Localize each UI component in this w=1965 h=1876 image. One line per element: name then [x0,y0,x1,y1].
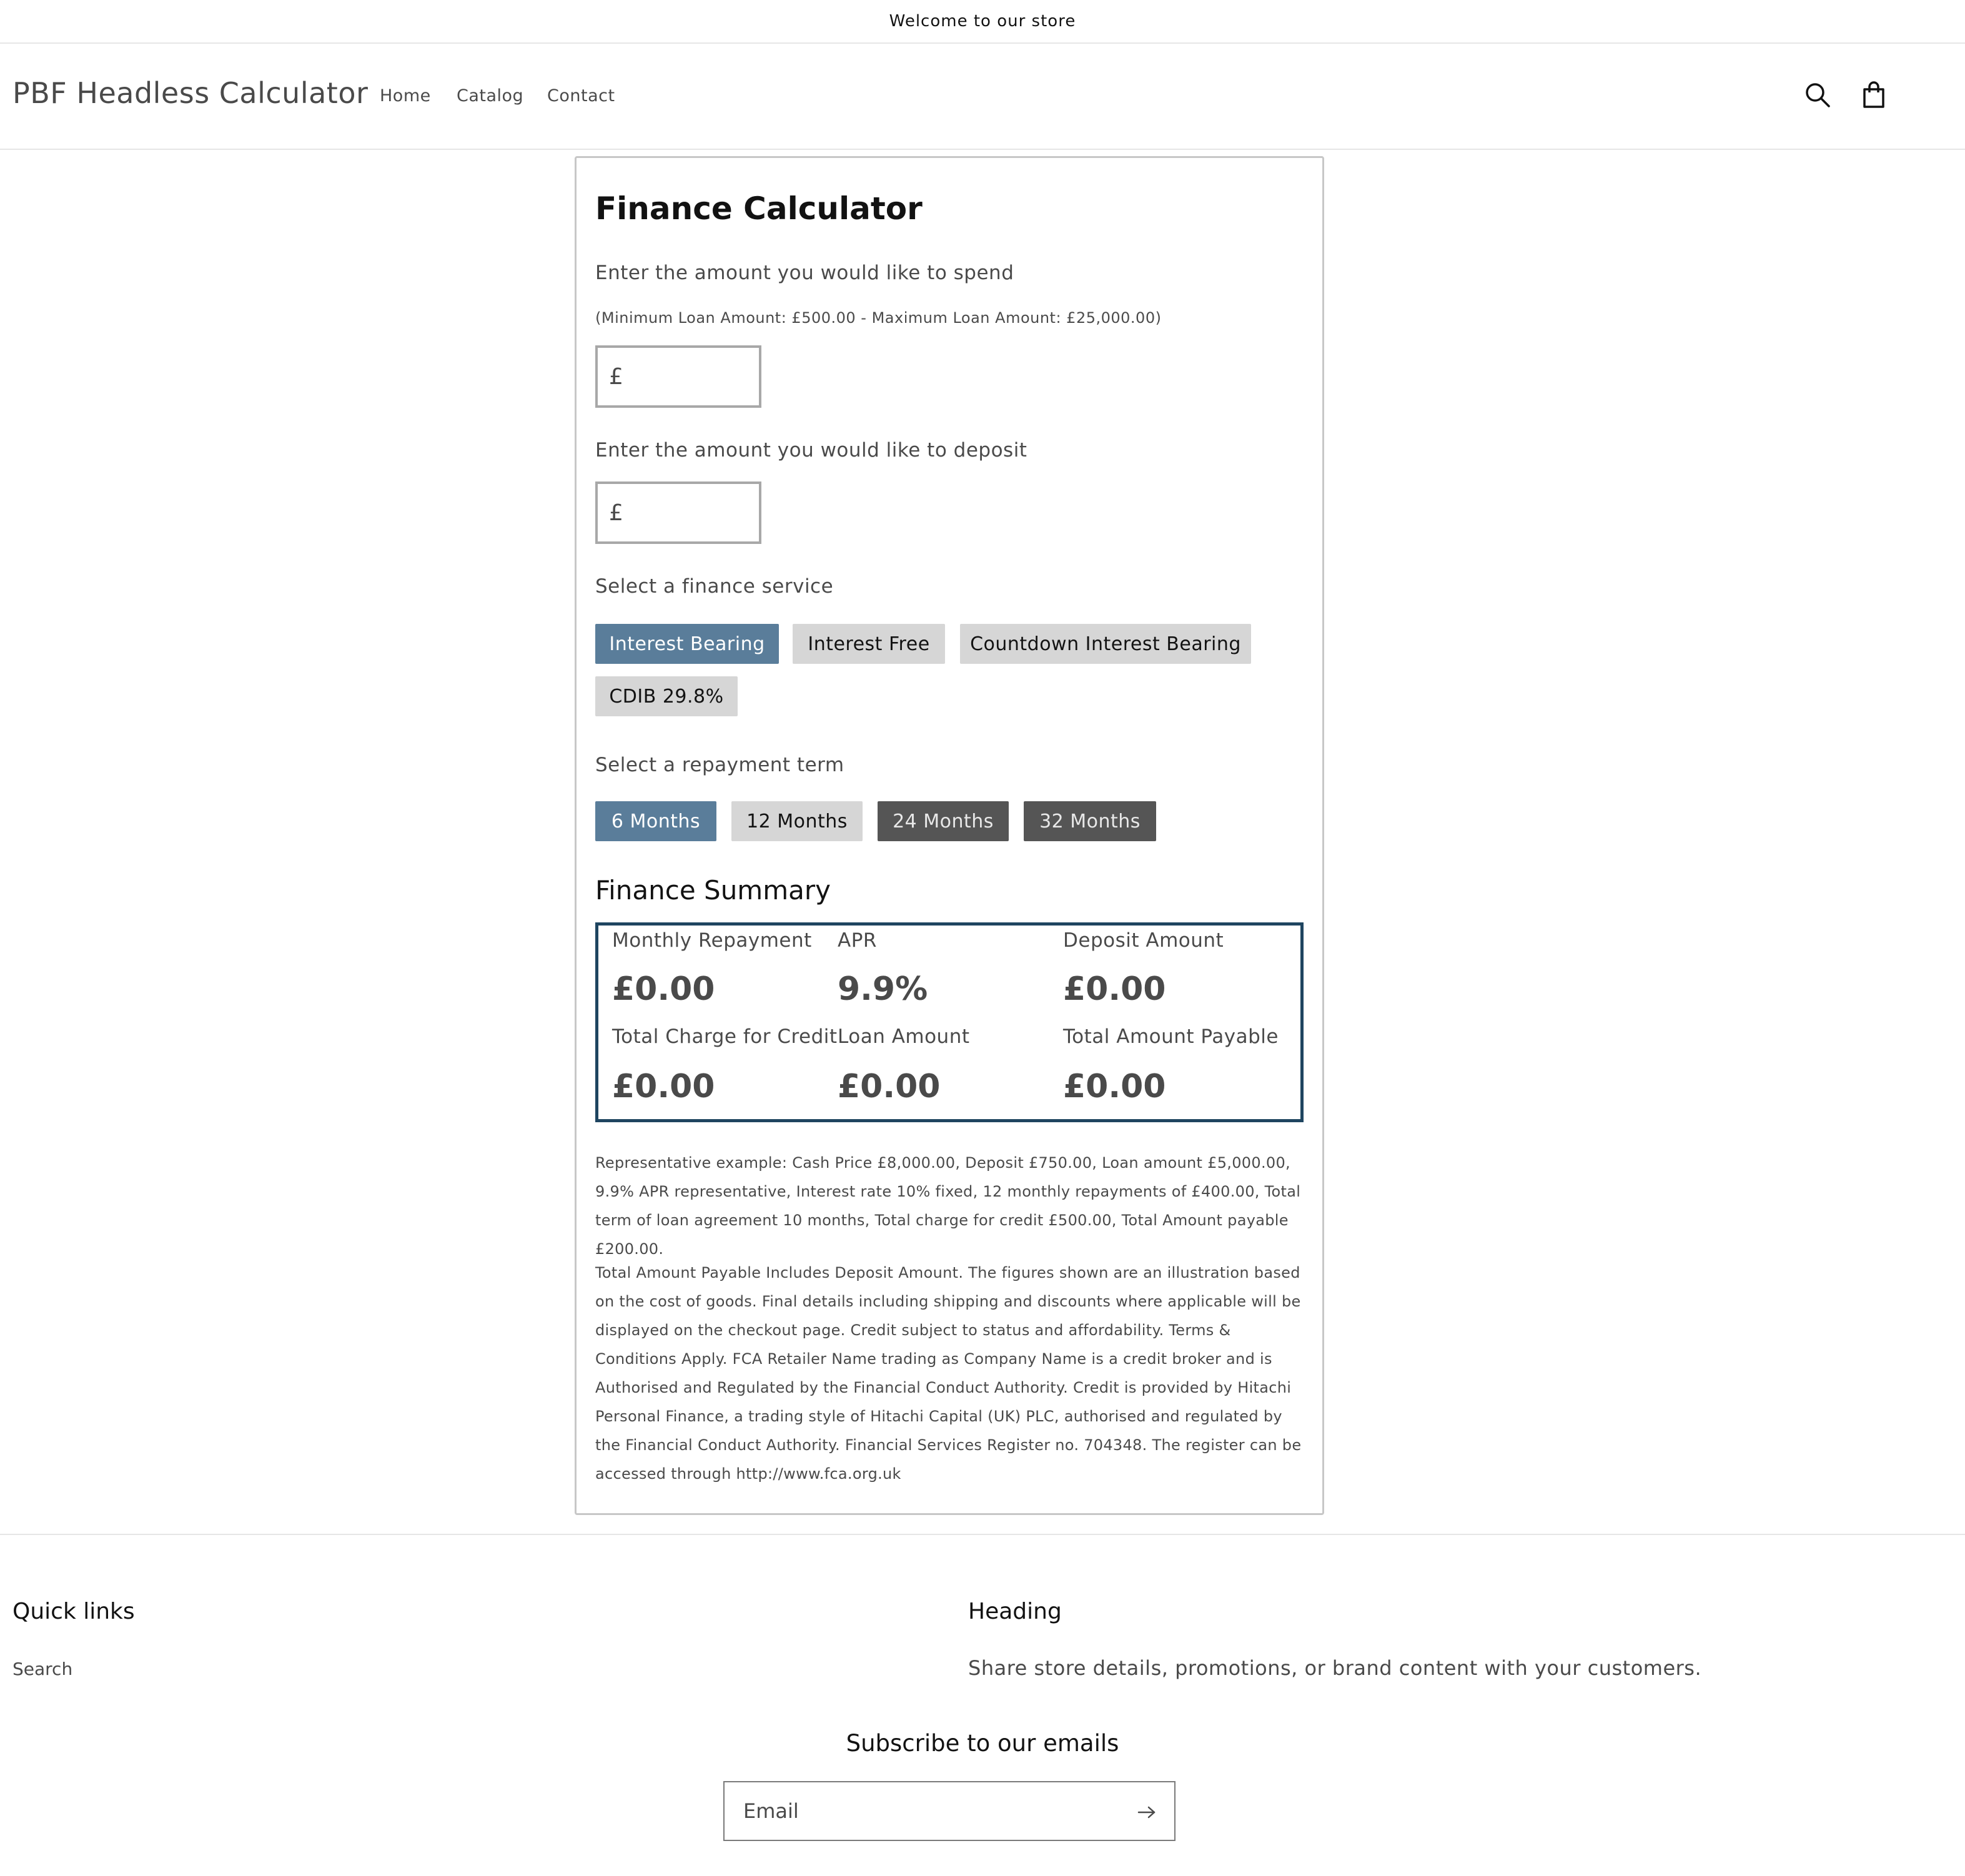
term-6-months-button[interactable]: 6 Months [595,801,716,841]
service-cdib-button[interactable]: CDIB 29.8% [595,676,738,716]
finance-summary-box [595,922,1304,1122]
apr-value: 9.9% [838,970,928,1008]
subscribe-title: Subscribe to our emails [846,1730,1119,1757]
cart-icon[interactable] [1855,76,1893,114]
loan-amount-value: £0.00 [838,1068,941,1105]
site-header [0,44,1965,150]
service-interest-free-button[interactable]: Interest Free [793,624,945,664]
deposit-amount-input[interactable] [627,500,746,526]
search-icon[interactable] [1799,76,1836,114]
footer-divider [0,1534,1965,1535]
deposit-amount-value: £0.00 [1063,970,1166,1008]
nav-link-contact[interactable]: Contact [547,86,615,106]
email-input[interactable] [743,1799,1118,1823]
deposit-amount-label: Deposit Amount [1063,929,1224,952]
monthly-repayment-value: £0.00 [612,970,715,1008]
apr-label: APR [838,929,877,952]
footer-link-search[interactable]: Search [12,1659,73,1679]
representative-example: Representative example: Cash Price £8,000.00, Deposit £750.00, Loan amount £5,000.00, 9.9% APR representative, Interest rate 10% fixed, 12 monthly repayments of £400.00, Total term of loan agreement 10 months, Total charge for credit £500.00, Total Amount payable £200.00. [595,1154,1301,1258]
store-title-link[interactable]: PBF Headless Calculator [12,76,369,110]
total-charge-label: Total Charge for Credit [612,1025,838,1048]
total-payable-value: £0.00 [1063,1068,1166,1105]
currency-symbol: £ [609,500,623,526]
nav-link-home[interactable]: Home [380,86,431,106]
service-interest-bearing-button[interactable]: Interest Bearing [595,624,779,664]
arrow-right-icon[interactable] [1128,1794,1166,1831]
monthly-repayment-label: Monthly Repayment [612,929,812,952]
footer-info-heading: Heading [968,1599,1062,1624]
term-24-months-button[interactable]: 24 Months [878,801,1009,841]
finance-calculator-card [575,156,1324,1515]
quick-links-heading: Quick links [12,1599,135,1624]
currency-symbol: £ [609,363,623,390]
nav-link-catalog[interactable]: Catalog [457,86,524,106]
footer-info-text: Share store details, promotions, or brand content with your customers. [968,1656,1702,1680]
announcement-text: Welcome to our store [889,12,1076,31]
spend-amount-input[interactable] [627,364,746,390]
term-12-months-button[interactable]: 12 Months [731,801,863,841]
calculator-title: Finance Calculator [595,190,923,227]
announcement-bar [0,0,1965,44]
loan-amount-label: Loan Amount [838,1025,970,1048]
term-label: Select a repayment term [595,754,844,776]
spend-label: Enter the amount you would like to spend [595,262,1014,284]
total-payable-label: Total Amount Payable [1063,1025,1279,1048]
loan-limits-note: (Minimum Loan Amount: £500.00 - Maximum Loan Amount: £25,000.00) [595,309,1162,327]
deposit-amount-field[interactable] [595,481,761,544]
finance-summary-title: Finance Summary [595,875,831,906]
term-32-months-button[interactable]: 32 Months [1024,801,1156,841]
deposit-label: Enter the amount you would like to deposit [595,439,1027,462]
finance-disclaimer: Total Amount Payable Includes Deposit Amount. The figures shown are an illustration based on the cost of goods. Final details including shipping and discounts where applicable will be displayed on the checkout page. Credit subject to status and affordability. Terms & Conditions Apply. FCA Retailer Name trading as Company Name is a credit broker and is Authorised and Regulated by the Financial Conduct Authority. Credit is provided by Hitachi Personal Finance, a trading style of Hitachi Capital (UK) PLC, authorised and regulated by the Financial Conduct Authority. Financial Services Register no. 704348. The register can be accessed through http://www.fca.org.uk [595,1264,1302,1483]
spend-amount-field[interactable] [595,345,761,408]
service-label: Select a finance service [595,575,834,598]
total-charge-value: £0.00 [612,1068,715,1105]
email-signup-form [723,1781,1176,1841]
service-countdown-interest-bearing-button[interactable]: Countdown Interest Bearing [960,624,1251,664]
